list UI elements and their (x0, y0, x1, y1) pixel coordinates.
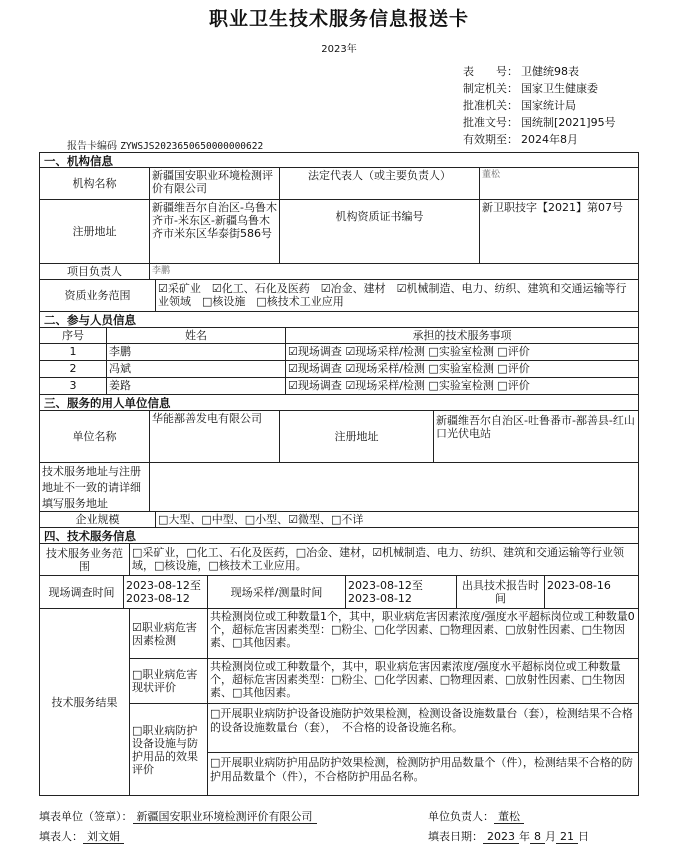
survey-time: 2023-08-12至2023-08-12 (123, 575, 208, 609)
footer-head: 单位负责人： 董松 (428, 808, 524, 824)
result-label-protection: □职业病防护设备设施与防护用品的效果评价 (129, 703, 208, 796)
result-text-assessment: 共检测岗位或工种数量个，其中，职业病危害因素浓度/强度水平超标岗位或工种数量个，超标危害因素类型：□粉尘、□化学因素、□物理因素、□放射性因素、□生物因素、□其他因素。 (207, 658, 639, 704)
result-text-detection: 共检测岗位或工种数量1个，其中，职业病危害因素浓度/强度水平超标岗位或工种数量0个，超标危害因素类型：□粉尘、□化学因素、□物理因素、□放射性因素、□生物因素、□其他因素。 (207, 608, 639, 659)
cert-label: 机构资质证书编号 (279, 199, 480, 264)
form-meta (463, 63, 616, 148)
service-scope: □采矿业，□化工、石化及医药，□冶金、建材，☑机械制造、电力、纺织、建筑和交通运输等行业领域，□核设施，□核技术工业应用。 (129, 543, 639, 576)
result-label-assessment: □职业病危害现状评价 (129, 658, 208, 704)
table-row-tasks: ☑现场调查 ☑现场采样/检测 □实验室检测 □评价 (285, 343, 639, 361)
qualification-scope: ☑采矿业 ☑化工、石化及医药 ☑冶金、建材 ☑机械制造、电力、纺织、建筑和交通运输等行业领域 □核设施 □核技术工业应用 (155, 279, 639, 312)
unit-name-label: 单位名称 (39, 410, 150, 463)
service-addr-label: 技术服务地址与注册地址不一致的请详细填写服务地址 (39, 462, 150, 512)
enterprise-size: □大型、□中型、□小型、☑微型、□不详 (155, 511, 639, 528)
table-row-name: 李鹏 (106, 343, 286, 361)
sampling-time: 2023-08-12至2023-08-12 (345, 575, 457, 609)
section4-title: 四、技术服务信息 (39, 527, 639, 544)
footer-unit: 填表单位（签章）： 新疆国安职业环境检测评价有限公司 (39, 808, 317, 824)
footer-filler-value: 刘文娟 (83, 830, 124, 844)
unit-name: 华能鄯善发电有限公司 (149, 410, 280, 463)
footer-unit-value: 新疆国安职业环境检测评价有限公司 (133, 810, 317, 824)
legal-rep-signature: 董松 (479, 167, 639, 200)
size-label: 企业规模 (39, 511, 156, 528)
pm-signature: 李鹏 (149, 263, 639, 280)
meta-row: 批准文号： 国统制[2021]95号 (463, 116, 616, 129)
report-time: 2023-08-16 (544, 575, 639, 609)
meta-row: 批准机关： 国家统计局 (463, 99, 576, 112)
service-scope-label: 技术服务业务范围 (39, 543, 130, 576)
org-name-label: 机构名称 (39, 167, 150, 200)
table-row-no: 2 (39, 360, 107, 378)
report-code: 报告卡编码 ZYWSJS2023650650000000622 (67, 141, 264, 152)
legal-rep-label: 法定代表人（或主要负责人） (279, 167, 480, 200)
table-row-name: 姜路 (106, 377, 286, 395)
section3-title: 三、服务的用人单位信息 (39, 394, 639, 411)
result-text-protection-equipment: □开展职业病防护设备设施防护效果检测，检测设备设施数量台（套），检测结果不合格的设备设施数量台（套）， 不合格的设备设施名称。 (207, 703, 639, 753)
report-time-label: 出具技术报告时间 (456, 575, 545, 609)
meta-row: 表 号： 卫健统98表 (463, 65, 579, 78)
reg-addr: 新疆维吾尔自治区-吐鲁番市-鄯善县-红山口光伏电站 (433, 410, 639, 463)
reg-addr-label: 注册地址 (279, 410, 434, 463)
col-header-tasks: 承担的技术服务事项 (285, 327, 639, 344)
cert-number: 新卫职技字【2021】第07号 (479, 199, 639, 264)
table-row-tasks: ☑现场调查 ☑现场采样/检测 □实验室检测 □评价 (285, 377, 639, 395)
section2-title: 二、参与人员信息 (39, 311, 639, 328)
service-addr (149, 462, 639, 512)
table-row-name: 冯斌 (106, 360, 286, 378)
org-name: 新疆国安职业环境检测评价有限公司 (149, 167, 280, 200)
sampling-time-label: 现场采样/测量时间 (207, 575, 346, 609)
scope-label: 资质业务范围 (39, 279, 156, 312)
result-text-protection-ppe: □开展职业病防护用品防护效果检测，检测防护用品数量个（件），检测结果不合格的防护用品数量个（件），不合格防护用品名称。 (207, 752, 639, 796)
form-title: 职业卫生技术服务信息报送卡 (208, 8, 469, 30)
section1-title: 一、机构信息 (39, 152, 639, 168)
table-row-no: 3 (39, 377, 107, 395)
pm-label: 项目负责人 (39, 263, 150, 280)
result-label-detection: ☑职业病危害因素检测 (129, 608, 208, 659)
meta-row: 有效期至： 2024年8月 (463, 133, 578, 146)
footer-filler: 填表人： 刘文娟 (39, 828, 124, 844)
meta-row: 制定机关： 国家卫生健康委 (463, 82, 598, 95)
address: 新疆维吾尔自治区-乌鲁木齐市-米东区-新疆乌鲁木齐市米东区华泰街586号 (149, 199, 280, 264)
address-label: 注册地址 (39, 199, 150, 264)
survey-time-label: 现场调查时间 (39, 575, 124, 609)
table-row-no: 1 (39, 343, 107, 361)
table-row-tasks: ☑现场调查 ☑现场采样/检测 □实验室检测 □评价 (285, 360, 639, 378)
form-year: 2023年 (321, 44, 357, 55)
col-header-no: 序号 (39, 327, 107, 344)
col-header-name: 姓名 (106, 327, 286, 344)
footer-date: 填表日期： 2023 年 8 月 21 日 (428, 830, 589, 843)
footer-head-value: 董松 (494, 810, 524, 824)
results-label: 技术服务结果 (39, 608, 130, 796)
